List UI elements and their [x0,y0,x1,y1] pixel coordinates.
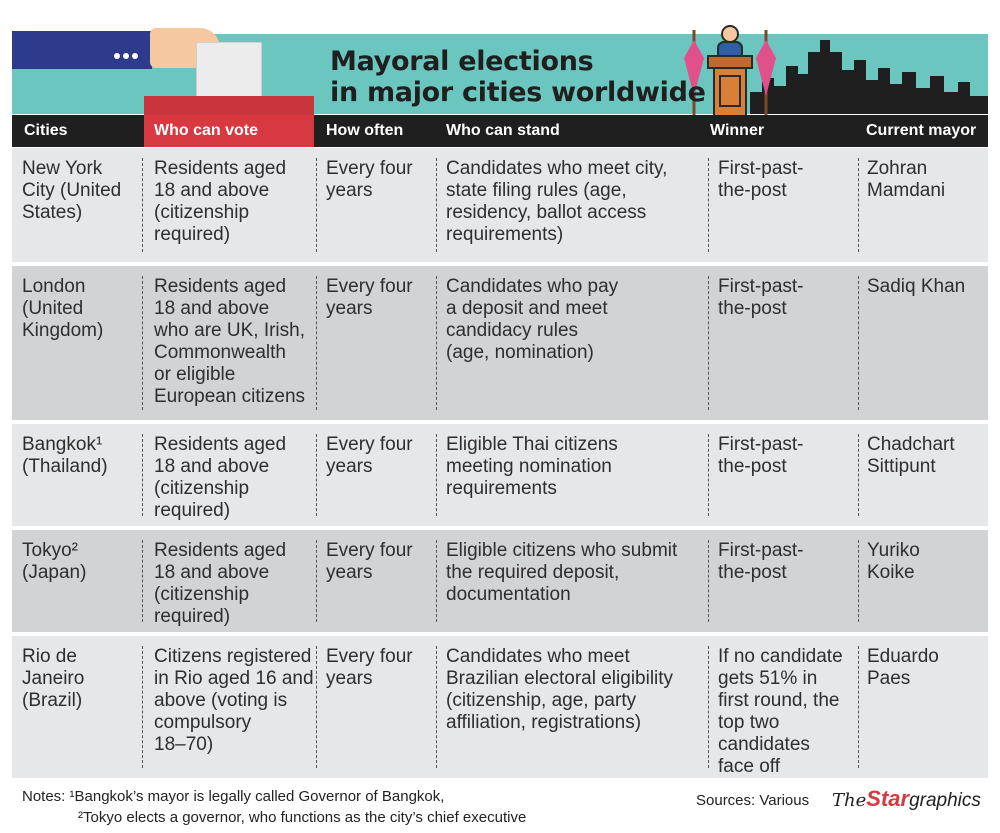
column-divider [858,276,859,410]
cell-line: States) [22,202,83,223]
cell-winner [718,276,804,320]
cell-line: Eduardo [867,646,939,667]
cell-line: first round, the [718,690,840,711]
cell-line: Paes [867,668,911,689]
cell-line: the-post [718,298,787,319]
column-divider [708,158,709,252]
cell-who-can-stand [446,540,677,606]
thestar-graphics-logo [832,786,981,812]
table-row [12,148,988,262]
column-divider [436,434,437,516]
cell-city [22,540,86,584]
column-divider [436,158,437,252]
column-divider [858,646,859,768]
column-divider [708,276,709,410]
cell-current-mayor [867,540,920,584]
cell-line: Brazilian electoral eligibility [446,668,674,689]
cell-who-can-stand [446,434,618,500]
cell-how-often [326,434,413,478]
cell-line: requirements [446,478,557,499]
cell-line: who are UK, Irish, [154,320,305,341]
cell-line: the-post [718,562,787,583]
cell-line: 18–70) [154,734,214,755]
header-how-often: How often [326,122,404,139]
cell-line: Yuriko [867,540,920,561]
cell-who-can-vote [154,276,305,408]
cell-who-can-vote [154,540,286,628]
cell-line: years [326,562,373,583]
column-divider [858,158,859,252]
column-divider [142,434,143,516]
cell-line: requirements) [446,224,564,245]
cell-line: Sittipunt [867,456,936,477]
cell-line: the-post [718,180,787,201]
cell-who-can-stand [446,646,673,734]
cell-line: required) [154,224,231,245]
cell-line: Janeiro [22,668,85,689]
cell-line: Residents aged [154,540,287,561]
cell-who-can-vote [154,646,314,756]
cell-line: meeting nomination [446,456,612,477]
cell-who-can-stand [446,276,618,364]
cell-line: Citizens registered [154,646,312,667]
cell-line: 18 and above [154,298,270,319]
cell-line: documentation [446,584,571,605]
cell-line: Zohran [867,158,928,179]
cell-line: gets 51% in [718,668,818,689]
table-row [12,266,988,420]
cell-line: affiliation, registrations) [446,712,642,733]
cell-line: (Thailand) [22,456,108,477]
column-divider [708,434,709,516]
cell-line: Residents aged [154,434,287,455]
cell-line: Bangkok¹ [22,434,103,455]
column-divider [316,434,317,516]
sources: Sources: Various [696,792,810,809]
cell-line: a deposit and meet [446,298,608,319]
column-divider [708,540,709,622]
sleeve-icon [12,31,152,69]
header-current-mayor: Current mayor [866,122,977,139]
cell-line: Commonwealth [154,342,286,363]
cell-line: top two [718,712,780,733]
column-divider [858,434,859,516]
cell-line: Kingdom) [22,320,104,341]
cell-city [22,276,103,342]
cell-line: Candidates who pay [446,276,619,297]
logo-graphics: graphics [909,790,981,811]
cell-line: the-post [718,456,787,477]
header-winner: Winner [710,122,765,139]
header-who-can-vote: Who can vote [154,122,259,139]
cell-line: New York [22,158,103,179]
column-divider [858,540,859,622]
column-divider [316,646,317,768]
cell-line: years [326,298,373,319]
cell-line: Candidates who meet [446,646,630,667]
cell-line: candidacy rules [446,320,579,341]
page-title [330,46,706,108]
cell-line: Eligible citizens who submit [446,540,678,561]
cell-current-mayor [867,276,965,298]
cell-line: (citizenship [154,584,250,605]
table-header [12,115,988,147]
cell-winner [718,158,804,202]
cell-line: Every four [326,158,413,179]
cell-line: (citizenship [154,478,250,499]
cell-line: (Brazil) [22,690,83,711]
cell-line: or eligible [154,364,236,385]
cell-line: 18 and above [154,562,270,583]
title-line-1: Mayoral elections [330,46,594,77]
cell-current-mayor [867,646,939,690]
column-divider [708,646,709,768]
cell-city [22,434,108,478]
cell-line: Residents aged [154,276,287,297]
header-who-can-stand: Who can stand [446,122,560,139]
cell-line: Tokyo² [22,540,78,561]
cell-who-can-stand [446,158,667,246]
cell-line: in Rio aged 16 and [154,668,314,689]
note-tokyo: ²Tokyo elects a governor, who functions as the city’s chief executive [78,809,527,826]
cell-line: Chadchart [867,434,955,455]
cell-city [22,158,121,224]
cell-line: Mamdani [867,180,946,201]
table-row [12,636,988,778]
cell-who-can-vote [154,158,286,246]
cell-line: First-past- [718,540,804,561]
cell-winner [718,434,804,478]
table-row [12,530,988,632]
cell-current-mayor [867,434,955,478]
column-divider [142,540,143,622]
cell-line: Candidates who meet city, [446,158,668,179]
cell-line: the required deposit, [446,562,620,583]
cell-line: First-past- [718,276,804,297]
cell-line: 18 and above [154,180,270,201]
cell-line: (age, nomination) [446,342,594,363]
column-divider [436,646,437,768]
cell-line: years [326,180,373,201]
cell-city [22,646,84,712]
cell-line: years [326,456,373,477]
cell-line: Rio de [22,646,77,667]
cell-line: Every four [326,276,413,297]
cell-how-often [326,276,413,320]
cell-line: Eligible Thai citizens [446,434,618,455]
column-divider [436,276,437,410]
cell-line: years [326,668,373,689]
cell-who-can-vote [154,434,286,522]
cell-line: candidates [718,734,810,755]
header-cities: Cities [24,122,68,139]
ballot-box-icon [144,96,314,116]
column-divider [142,158,143,252]
cell-line: face off [718,756,780,777]
cell-how-often [326,540,413,584]
cell-line: (Japan) [22,562,87,583]
cell-line: state filing rules (age, [446,180,627,201]
cell-line: Every four [326,434,413,455]
cell-how-often [326,646,413,690]
cell-line: European citizens [154,386,306,407]
cell-line: Every four [326,646,413,667]
notes [22,786,526,828]
logo-star: Star [866,786,910,811]
column-divider [142,276,143,410]
cell-line: required) [154,500,231,521]
column-divider [316,158,317,252]
cell-line: Every four [326,540,413,561]
cell-line: (citizenship [154,202,250,223]
cell-current-mayor [867,158,945,202]
cell-line: City (United [22,180,122,201]
cell-line: residency, ballot access [446,202,647,223]
cell-how-often [326,158,413,202]
column-divider [316,540,317,622]
logo-the: The [832,790,867,811]
cell-line: Residents aged [154,158,287,179]
cell-line: First-past- [718,434,804,455]
cell-line: Sadiq Khan [867,276,966,297]
cell-line: above (voting is [154,690,288,711]
column-divider [142,646,143,768]
cell-line: First-past- [718,158,804,179]
note-bangkok: Notes: ¹Bangkok’s mayor is legally called Governor of Bangkok, [22,788,445,805]
cell-line: London [22,276,86,297]
cell-line: required) [154,606,231,627]
cell-line: Koike [867,562,915,583]
column-divider [316,276,317,410]
table-row [12,424,988,526]
cell-line: (United [22,298,84,319]
cell-winner [718,646,843,778]
cell-line: 18 and above [154,456,270,477]
cell-line: If no candidate [718,646,843,667]
cell-line: compulsory [154,712,252,733]
column-divider [436,540,437,622]
cell-winner [718,540,804,584]
title-line-2: in major cities worldwide [330,77,706,108]
cell-line: (citizenship, age, party [446,690,637,711]
